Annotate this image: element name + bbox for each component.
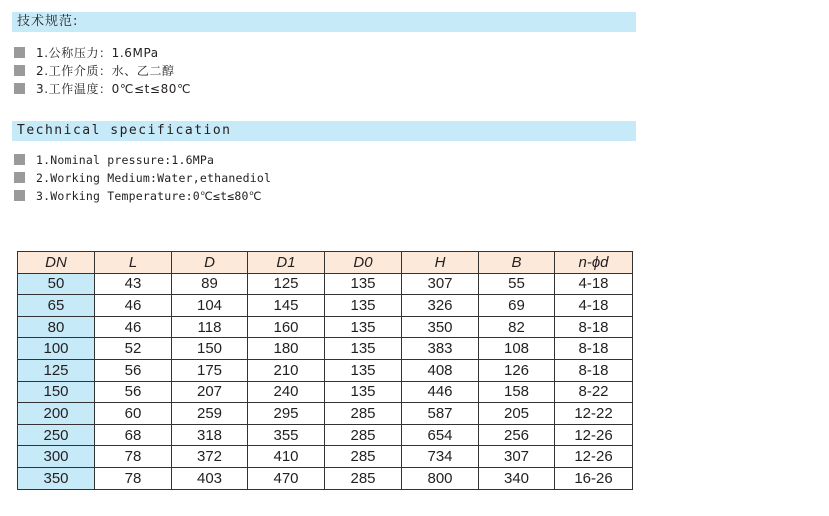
- table-cell: 4-18: [555, 273, 633, 295]
- table-cell: 56: [95, 359, 172, 381]
- table-cell: 285: [325, 424, 402, 446]
- table-cell: 135: [325, 316, 402, 338]
- table-cell: 8-18: [555, 316, 633, 338]
- table-cell: 135: [325, 381, 402, 403]
- dn-cell: 300: [18, 446, 95, 468]
- dimension-table: [17, 251, 633, 490]
- table-cell: 55: [479, 273, 555, 295]
- dn-cell: 150: [18, 381, 95, 403]
- table-cell: 78: [95, 467, 172, 489]
- table-cell: 587: [402, 403, 479, 425]
- table-cell: 372: [172, 446, 248, 468]
- square-bullet-icon: [14, 190, 25, 201]
- table-cell: 446: [402, 381, 479, 403]
- table-row: [18, 381, 633, 403]
- table-cell: 52: [95, 338, 172, 360]
- spec-item-temperature-en: [14, 187, 271, 205]
- table-cell: 68: [95, 424, 172, 446]
- column-header: D1: [248, 252, 325, 274]
- spec-item-medium-cn: [14, 62, 191, 80]
- table-cell: 383: [402, 338, 479, 360]
- table-cell: 734: [402, 446, 479, 468]
- table-cell: 8-18: [555, 338, 633, 360]
- table-cell: 318: [172, 424, 248, 446]
- table-cell: 104: [172, 295, 248, 317]
- table-cell: 256: [479, 424, 555, 446]
- column-header: L: [95, 252, 172, 274]
- column-header: B: [479, 252, 555, 274]
- spec-item-medium-en: [14, 169, 271, 187]
- table-cell: 126: [479, 359, 555, 381]
- dn-cell: 350: [18, 467, 95, 489]
- table-cell: 60: [95, 403, 172, 425]
- table-cell: 78: [95, 446, 172, 468]
- table-row: [18, 424, 633, 446]
- spec-list-en: [14, 151, 271, 205]
- table-row: [18, 295, 633, 317]
- table-cell: 326: [402, 295, 479, 317]
- table-cell: 160: [248, 316, 325, 338]
- table-row: [18, 273, 633, 295]
- table-row: [18, 467, 633, 489]
- table-cell: 135: [325, 359, 402, 381]
- table-row: [18, 359, 633, 381]
- table-cell: 355: [248, 424, 325, 446]
- table-cell: 285: [325, 446, 402, 468]
- dn-cell: 65: [18, 295, 95, 317]
- spec-item-text: 1.公称压力：1.6MPa: [36, 46, 159, 60]
- table-cell: 82: [479, 316, 555, 338]
- column-header: DN: [18, 252, 95, 274]
- table-cell: 150: [172, 338, 248, 360]
- column-header: H: [402, 252, 479, 274]
- spec-item-text: 2.工作介质：水、乙二醇: [36, 64, 175, 78]
- table-cell: 285: [325, 467, 402, 489]
- table-cell: 205: [479, 403, 555, 425]
- table-cell: 295: [248, 403, 325, 425]
- table-cell: 12-26: [555, 446, 633, 468]
- table-cell: 800: [402, 467, 479, 489]
- table-header-row: [18, 252, 633, 274]
- dn-cell: 100: [18, 338, 95, 360]
- square-bullet-icon: [14, 83, 25, 94]
- table-cell: 135: [325, 338, 402, 360]
- table-cell: 4-18: [555, 295, 633, 317]
- spec-item-pressure-en: [14, 151, 271, 169]
- column-header: D0: [325, 252, 402, 274]
- table-cell: 307: [479, 446, 555, 468]
- table-cell: 410: [248, 446, 325, 468]
- spec-item-text: 3.工作温度：0℃≤t≤80℃: [36, 82, 192, 96]
- table-cell: 89: [172, 273, 248, 295]
- column-header: n-ϕd: [555, 252, 633, 274]
- table-row: [18, 446, 633, 468]
- dn-cell: 200: [18, 403, 95, 425]
- table-cell: 46: [95, 316, 172, 338]
- spec-item-text: 2.Working Medium:Water,ethanediol: [36, 171, 272, 185]
- table-cell: 69: [479, 295, 555, 317]
- table-cell: 16-26: [555, 467, 633, 489]
- table-row: [18, 316, 633, 338]
- table-cell: 145: [248, 295, 325, 317]
- spec-item-text: 3.Working Temperature:0℃≤t≤80℃: [36, 189, 262, 203]
- table-cell: 240: [248, 381, 325, 403]
- table-cell: 8-22: [555, 381, 633, 403]
- table-cell: 125: [248, 273, 325, 295]
- spec-item-temperature-cn: [14, 80, 191, 98]
- table-cell: 350: [402, 316, 479, 338]
- table-cell: 135: [325, 295, 402, 317]
- table-cell: 210: [248, 359, 325, 381]
- table-cell: 403: [172, 467, 248, 489]
- table-cell: 180: [248, 338, 325, 360]
- table-cell: 158: [479, 381, 555, 403]
- table-cell: 259: [172, 403, 248, 425]
- table-cell: 118: [172, 316, 248, 338]
- table-cell: 175: [172, 359, 248, 381]
- table-cell: 12-26: [555, 424, 633, 446]
- table-row: [18, 338, 633, 360]
- table-row: [18, 403, 633, 425]
- dn-cell: 125: [18, 359, 95, 381]
- table-cell: 12-22: [555, 403, 633, 425]
- table-cell: 207: [172, 381, 248, 403]
- square-bullet-icon: [14, 47, 25, 58]
- table-cell: 43: [95, 273, 172, 295]
- table-cell: 340: [479, 467, 555, 489]
- table-cell: 654: [402, 424, 479, 446]
- table-cell: 307: [402, 273, 479, 295]
- table-cell: 285: [325, 403, 402, 425]
- square-bullet-icon: [14, 154, 25, 165]
- table-cell: 135: [325, 273, 402, 295]
- table-cell: 46: [95, 295, 172, 317]
- table-cell: 56: [95, 381, 172, 403]
- spec-heading-en: Technical specification: [12, 121, 636, 141]
- square-bullet-icon: [14, 65, 25, 76]
- dn-cell: 50: [18, 273, 95, 295]
- spec-list-cn: [14, 44, 191, 98]
- spec-heading-cn: 技术规范:: [12, 12, 636, 32]
- table-cell: 470: [248, 467, 325, 489]
- table-cell: 108: [479, 338, 555, 360]
- column-header: D: [172, 252, 248, 274]
- dn-cell: 80: [18, 316, 95, 338]
- table-cell: 8-18: [555, 359, 633, 381]
- square-bullet-icon: [14, 172, 25, 183]
- spec-item-text: 1.Nominal pressure:1.6MPa: [36, 153, 215, 167]
- spec-item-pressure-cn: [14, 44, 191, 62]
- table-cell: 408: [402, 359, 479, 381]
- dn-cell: 250: [18, 424, 95, 446]
